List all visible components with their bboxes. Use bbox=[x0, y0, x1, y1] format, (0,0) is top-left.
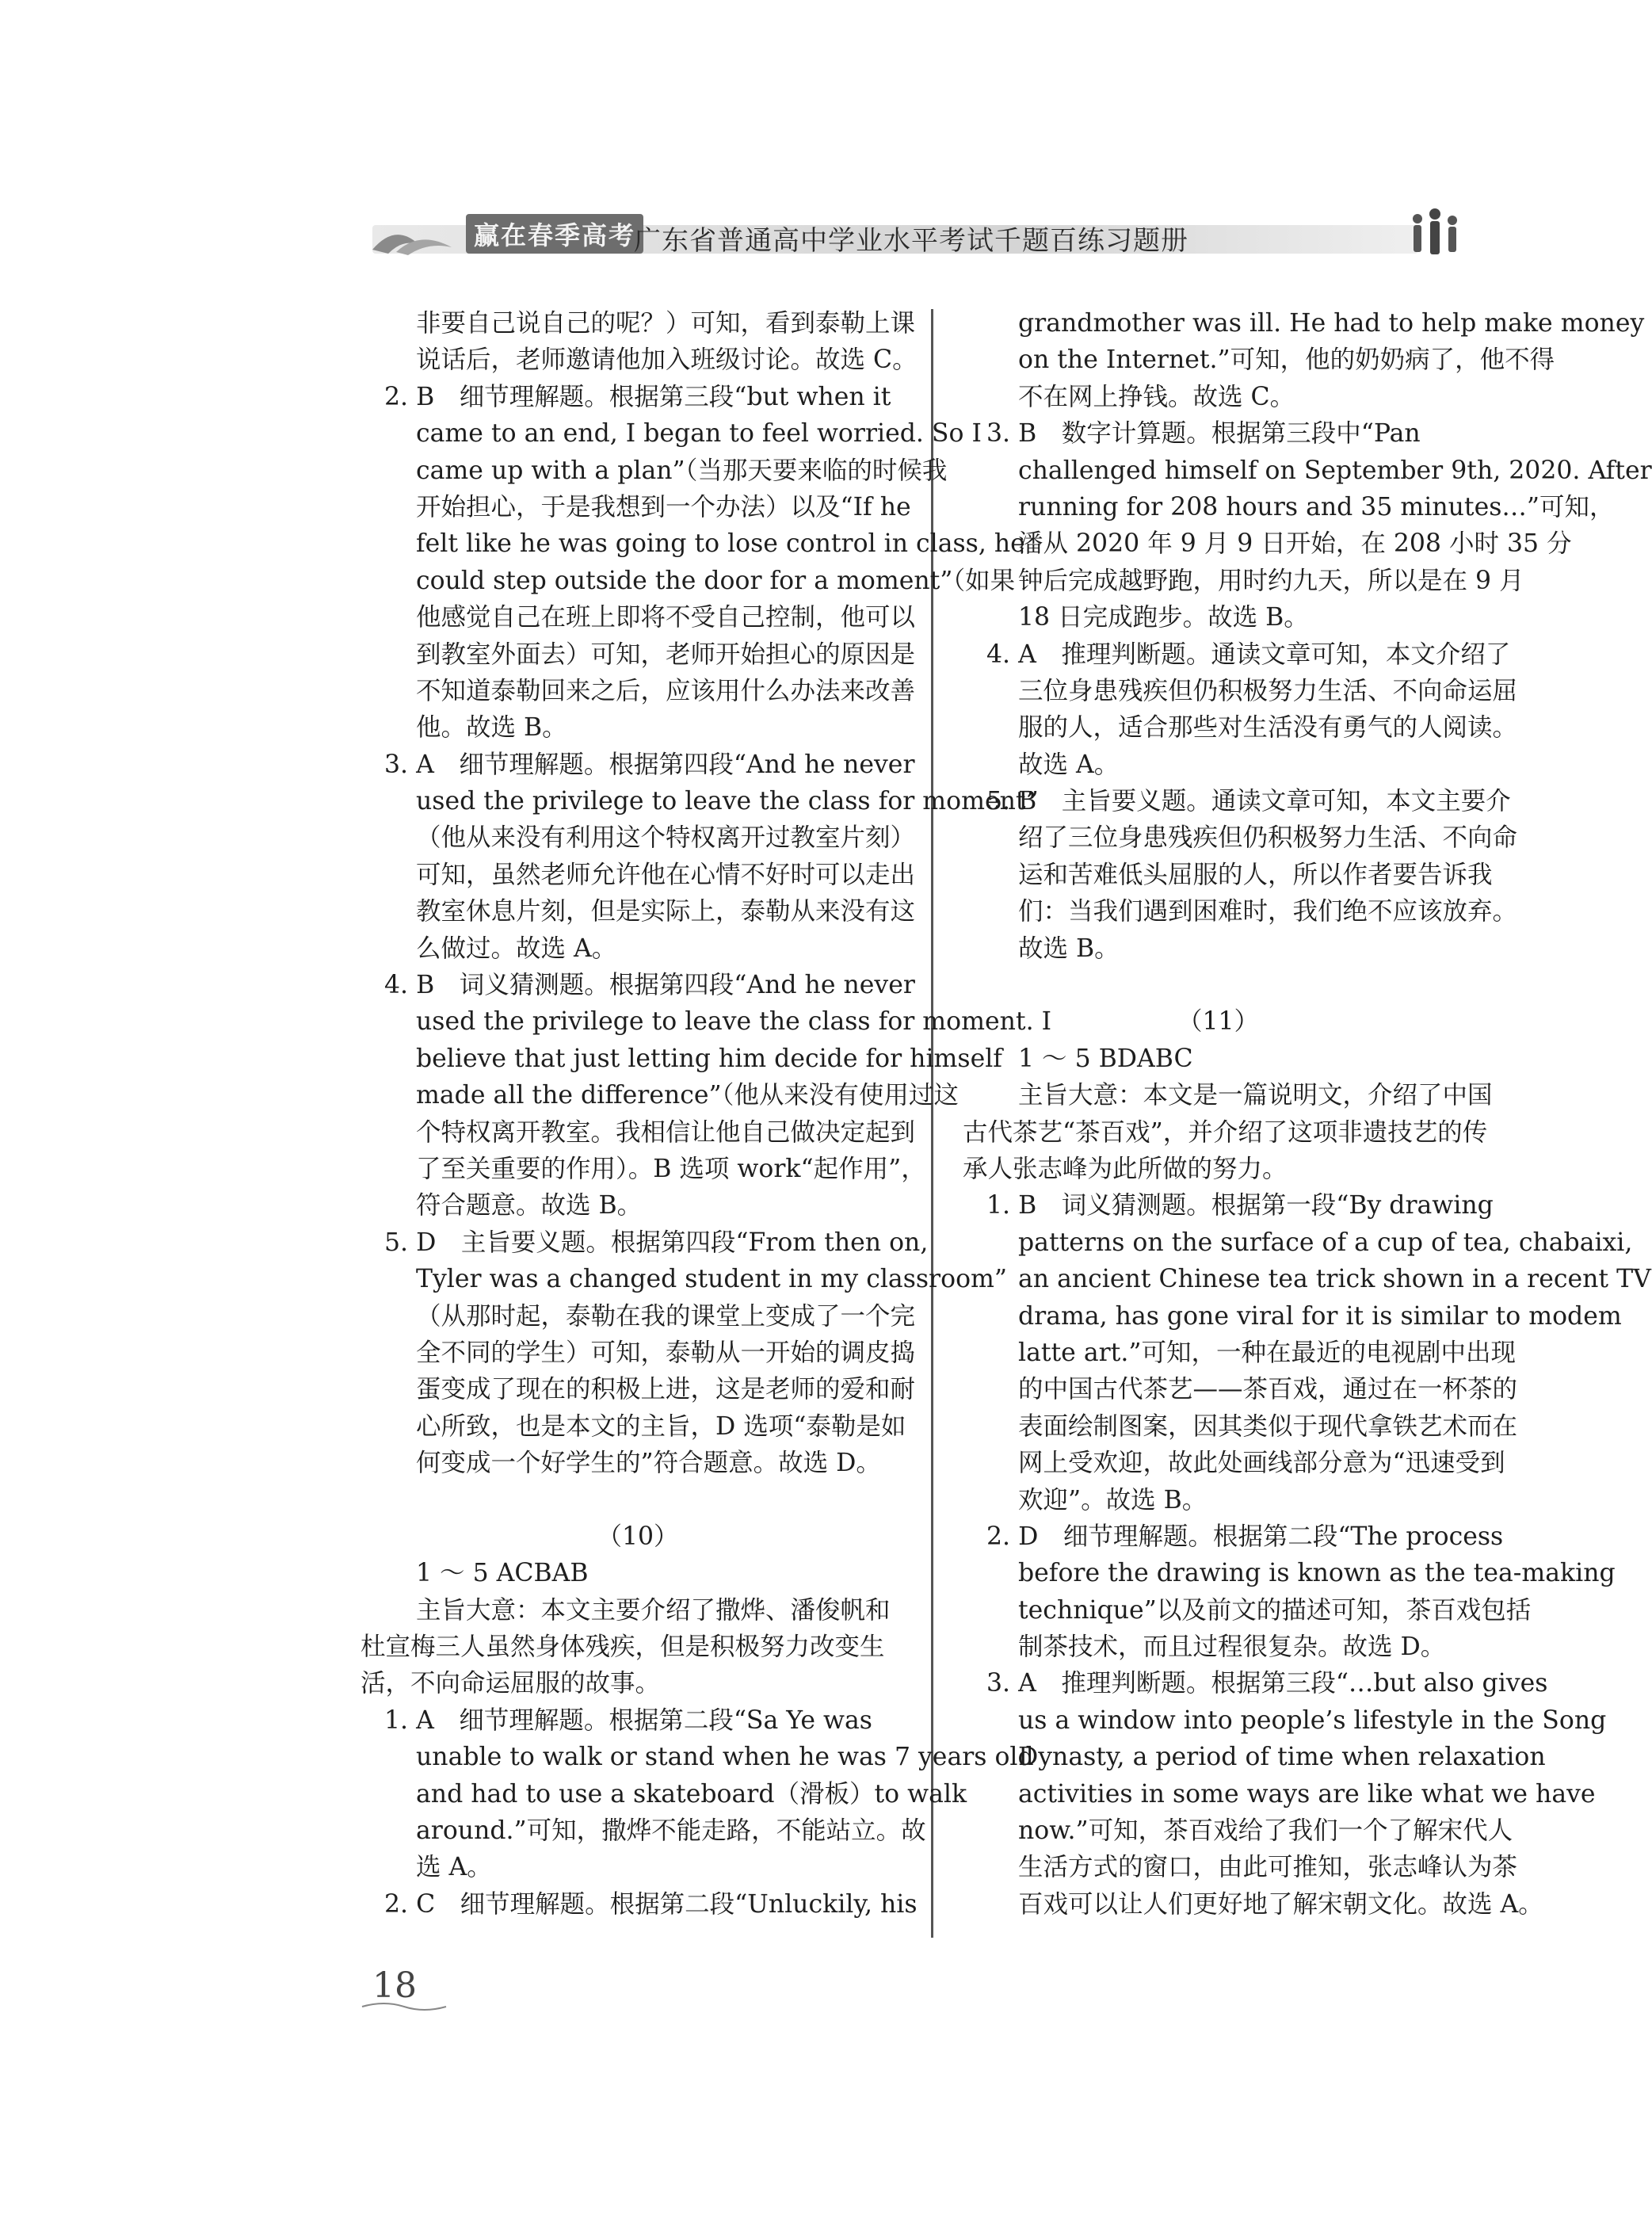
text-line: 主旨大意：本文是一篇说明文，介绍了中国 bbox=[1018, 1081, 1493, 1110]
text-line: activities in some ways are like what we have bbox=[1018, 1779, 1596, 1809]
text-line: 潘从 2020 年 9 月 9 日开始，在 208 小时 35 分 bbox=[1018, 529, 1572, 559]
text-line: 百戏可以让人们更好地了解宋朝文化。故选 A。 bbox=[1018, 1889, 1543, 1919]
text-line: us a window into people’s lifestyle in the Song bbox=[1018, 1705, 1607, 1735]
page-number: 18 bbox=[372, 1965, 417, 2006]
text-line: 三位身患残疾但仍积极努力生活、不向命运屈 bbox=[1018, 676, 1518, 705]
text-line: 了至关重要的作用）。B 选项 work“起作用”， bbox=[416, 1154, 926, 1183]
text-line: 2. B 细节理解题。根据第三段“but when it bbox=[384, 382, 891, 411]
text-line: 表面绘制图案，因其类似于现代拿铁艺术而在 bbox=[1018, 1411, 1518, 1441]
text-line: 开始担心，于是我想到一个办法）以及“If he bbox=[416, 492, 911, 521]
text-line: came up with a plan”（当那天要来临的时候我 bbox=[416, 456, 948, 485]
text-line: 1. A 细节理解题。根据第二段“Sa Ye was bbox=[384, 1705, 872, 1735]
text-line: latte art.”可知，一种在最近的电视剧中出现 bbox=[1018, 1338, 1516, 1367]
text-line: Tyler was a changed student in my classroom” bbox=[416, 1265, 1008, 1294]
text-line: 古代茶艺“茶百戏”，并介绍了这项非遗技艺的传 bbox=[963, 1117, 1488, 1147]
text-line: 个特权离开教室。我相信让他自己做决定起到 bbox=[416, 1117, 916, 1147]
text-line: believe that just letting him decide for himself bbox=[416, 1044, 1002, 1073]
text-line: 不在网上挣钱。故选 C。 bbox=[1018, 382, 1295, 411]
text-line: challenged himself on September 9th, 2020. After bbox=[1018, 456, 1652, 485]
text-line: 4. B 词义猜测题。根据第四段“And he never bbox=[384, 971, 915, 1000]
text-line: 制茶技术，而且过程很复杂。故选 D。 bbox=[1018, 1633, 1446, 1662]
text-line: 的中国古代茶艺——茶百戏，通过在一杯茶的 bbox=[1018, 1375, 1518, 1404]
text-line: 1 ～ 5 ACBAB bbox=[416, 1559, 589, 1588]
text-line: （他从来没有利用这个特权离开过教室片刻） bbox=[416, 823, 916, 853]
text-line: could step outside the door for a moment”（如果 bbox=[416, 566, 1016, 595]
text-line: （从那时起，泰勒在我的课堂上变成了一个完 bbox=[416, 1301, 916, 1331]
text-line bbox=[361, 1482, 915, 1518]
text-line: 18 日完成跑步。故选 B。 bbox=[1018, 603, 1309, 632]
text-line: 活，不向命运屈服的故事。 bbox=[361, 1669, 661, 1698]
text-line: drama, has gone viral for it is similar to modem bbox=[1018, 1301, 1622, 1331]
text-line: 2. C 细节理解题。根据第二段“Unluckily, his bbox=[384, 1889, 918, 1919]
text-line: 到教室外面去）可知，老师开始担心的原因是 bbox=[416, 640, 916, 669]
text-line: and had to use a skateboard（滑板）to walk bbox=[416, 1779, 967, 1809]
text-line: 他感觉自己在班上即将不受自己控制，他可以 bbox=[416, 603, 916, 632]
text-line: technique”以及前文的描述可知，茶百戏包括 bbox=[1018, 1595, 1532, 1625]
text-line: 符合题意。故选 B。 bbox=[416, 1191, 643, 1220]
leaf-ornament-icon bbox=[364, 214, 460, 262]
text-line: 钟后完成越野跑，用时约九天，所以是在 9 月 bbox=[1018, 566, 1524, 595]
text-line: patterns on the surface of a cup of tea, chabaixi, bbox=[1018, 1228, 1633, 1257]
left-column bbox=[361, 305, 1052, 1923]
text-line: used the privilege to leave the class for moment. I bbox=[416, 1007, 1052, 1037]
text-line: used the privilege to leave the class for moment” bbox=[416, 787, 1039, 816]
text-line: 3. A 细节理解题。根据第四段“And he never bbox=[384, 750, 915, 779]
text-line: 说话后，老师邀请他加入班级讨论。故选 C。 bbox=[416, 346, 918, 375]
text-line: grandmother was ill. He had to help make money bbox=[1018, 309, 1645, 338]
text-line: 不知道泰勒回来之后，应该用什么办法来改善 bbox=[416, 676, 916, 705]
text-line: 生活方式的窗口，由此可推知，张志峰认为茶 bbox=[1018, 1853, 1518, 1882]
text-line: now.”可知，茶百戏给了我们一个了解宋代人 bbox=[1018, 1816, 1513, 1846]
text-line: 3. A 推理判断题。根据第三段“…but also gives bbox=[986, 1669, 1548, 1698]
text-line: 故选 B。 bbox=[1018, 934, 1120, 963]
text-line: 运和苦难低头屈服的人，所以作者要告诉我 bbox=[1018, 860, 1493, 889]
text-line: 欢迎”。故选 B。 bbox=[1018, 1485, 1208, 1514]
text-line: running for 208 hours and 35 minutes…”可知， bbox=[1018, 492, 1615, 521]
text-line: 2. D 细节理解题。根据第二段“The process bbox=[986, 1522, 1504, 1551]
right-column bbox=[963, 305, 1652, 1923]
text-line: 1. B 词义猜测题。根据第一段“By drawing bbox=[986, 1191, 1494, 1220]
text-line: 们：当我们遇到困难时，我们绝不应该放弃。 bbox=[1018, 897, 1518, 926]
text-line: （10） bbox=[597, 1522, 679, 1551]
text-line: 主旨大意：本文主要介绍了撒烨、潘俊帆和 bbox=[416, 1595, 891, 1625]
text-line: felt like he was going to lose control in class, he bbox=[416, 529, 1025, 559]
text-line: 杜宣梅三人虽然身体残疾，但是积极努力改变生 bbox=[361, 1633, 885, 1662]
text-line: came to an end, I began to feel worried. So I bbox=[416, 419, 982, 449]
running-header bbox=[372, 208, 1478, 265]
text-line: （11） bbox=[1177, 1007, 1260, 1037]
text-line: before the drawing is known as the tea-making bbox=[1018, 1559, 1616, 1588]
series-badge: 赢在春季高考 bbox=[466, 214, 643, 254]
text-line: 蛋变成了现在的积极上进，这是老师的爱和耐 bbox=[416, 1375, 916, 1404]
text-line: unable to walk or stand when he was 7 years old bbox=[416, 1743, 1034, 1772]
text-line: 承人张志峰为此所做的努力。 bbox=[963, 1154, 1288, 1183]
text-line: 心所致，也是本文的主旨，D 选项“泰勒是如 bbox=[416, 1411, 906, 1441]
text-line: 全不同的学生）可知，泰勒从一开始的调皮捣 bbox=[416, 1338, 916, 1367]
text-line: 选 A。 bbox=[416, 1853, 492, 1882]
people-icon bbox=[1406, 208, 1462, 263]
text-line: 4. A 推理判断题。通读文章可知，本文介绍了 bbox=[986, 640, 1511, 669]
text-line: 5. B 主旨要义题。通读文章可知，本文主要介 bbox=[986, 787, 1511, 816]
text-line: around.”可知，撒烨不能走路，不能站立。故 bbox=[416, 1816, 926, 1846]
text-line: 他。故选 B。 bbox=[416, 713, 567, 743]
page-swirl-icon bbox=[361, 1999, 448, 2015]
text-line: 绍了三位身患残疾但仍积极努力生活、不向命 bbox=[1018, 823, 1518, 853]
text-line: 故选 A。 bbox=[1018, 750, 1120, 779]
text-line: 教室休息片刻，但是实际上，泰勒从来没有这 bbox=[416, 897, 916, 926]
text-line: made all the difference”（他从来没有使用过这 bbox=[416, 1081, 959, 1110]
text-line: 3. B 数字计算题。根据第三段中“Pan bbox=[986, 419, 1421, 449]
text-line: 何变成一个好学生的”符合题意。故选 D。 bbox=[416, 1449, 881, 1478]
text-line: on the Internet.”可知，他的奶奶病了，他不得 bbox=[1018, 346, 1555, 375]
text-line: 么做过。故选 A。 bbox=[416, 934, 617, 963]
text-line bbox=[963, 967, 1474, 1003]
text-line: 可知，虽然老师允许他在心情不好时可以走出 bbox=[416, 860, 916, 889]
text-line: 网上受欢迎，故此处画线部分意为“迅速受到 bbox=[1018, 1449, 1505, 1478]
text-line: 5. D 主旨要义题。根据第四段“From then on, bbox=[384, 1228, 929, 1257]
text-line: 服的人，适合那些对生活没有勇气的人阅读。 bbox=[1018, 713, 1518, 743]
text-line: an ancient Chinese tea trick shown in a recent TV bbox=[1018, 1265, 1651, 1294]
text-line: Dynasty, a period of time when relaxation bbox=[1018, 1743, 1546, 1772]
book-title: 广东省普通高中学业水平考试千题百练习题册 bbox=[634, 225, 1188, 257]
text-line: 1 ～ 5 BDABC bbox=[1018, 1044, 1193, 1073]
text-line: 非要自己说自己的呢？）可知，看到泰勒上课 bbox=[416, 309, 916, 338]
